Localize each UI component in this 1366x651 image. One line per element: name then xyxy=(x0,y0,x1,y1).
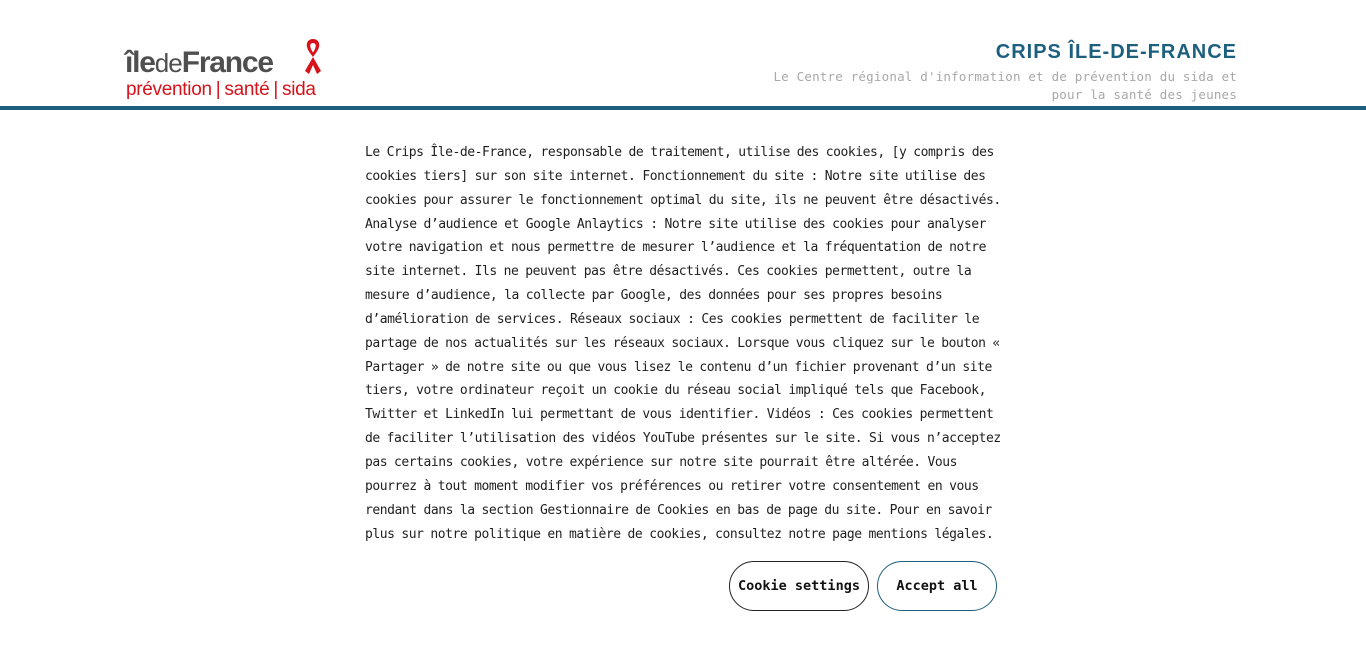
logo-tagline xyxy=(126,79,316,101)
logo-de: de xyxy=(154,48,182,78)
brand-subtitle-line1: Le Centre régional d'information et de prévention du sida et xyxy=(773,69,1237,84)
accept-all-button[interactable]: Accept all xyxy=(877,561,997,611)
site-header xyxy=(0,0,1366,110)
logo-separator: | xyxy=(273,79,278,100)
brand-subtitle xyxy=(757,68,1237,104)
cookie-settings-button[interactable]: Cookie settings xyxy=(729,561,869,611)
brand-title: CRIPS ÎLE-DE-FRANCE xyxy=(995,41,1237,63)
logo-word-prevention: prévention xyxy=(126,79,212,100)
brand-subtitle-line2: pour la santé des jeunes xyxy=(1051,87,1237,102)
cookie-consent-banner xyxy=(365,141,1001,546)
logo-wordmark xyxy=(125,48,273,78)
logo-ile: île xyxy=(125,46,155,79)
brand-block xyxy=(757,40,1237,104)
iledefrance-logo[interactable] xyxy=(125,38,337,104)
cookie-consent-text: Le Crips Île-de-France, responsable de traitement, utilise des cookies, [y compris des cookies tiers] sur son site internet. Fonctionnement du site : Notre site utilise des cookies pour assurer le fonctionnement optimal du site, ils ne peuvent être désactivés. Analyse d’audience et Google Anlaytics : Notre site utilise des cookies pour analyser votre navigation et nous permettre de mesurer l’audience et la fréquentation de notre site internet. Ils ne peuvent pas être désactivés. Ces cookies permettent, outre la mesure d’audience, la collecte par Google, des données pour ses propres besoins d’amélioration de services. Réseaux sociaux : Ces cookies permettent de faciliter le partage de nos actualités sur les réseaux sociaux. Lorsque vous cliquez sur le bouton « Partager » de notre site ou que vous lisez le contenu d’un fichier provenant d’un site tiers, votre ordinateur reçoit un cookie du réseau social impliqué tels que Facebook, Twitter et LinkedIn lui permettant de vous identifier. Vidéos : Ces cookies permettent de faciliter l’utilisation des vidéos YouTube présentes sur le site. Si vous n’acceptez pas certains cookies, votre expérience sur notre site pourrait être altérée. Vous pourrez à tout moment modifier vos préférences ou retirer votre consentement en vous rendant dans la section Gestionnaire de Cookies en bas de page du site. Pour en savoir plus sur notre politique en matière de cookies, consultez notre page mentions légales. xyxy=(365,145,1001,542)
red-ribbon-icon xyxy=(301,38,325,76)
logo-word-sante: santé xyxy=(224,79,270,100)
cookie-consent-actions xyxy=(729,561,997,611)
logo-word-sida: sida xyxy=(282,79,316,100)
logo-france: France xyxy=(181,46,273,79)
logo-separator: | xyxy=(215,79,221,100)
